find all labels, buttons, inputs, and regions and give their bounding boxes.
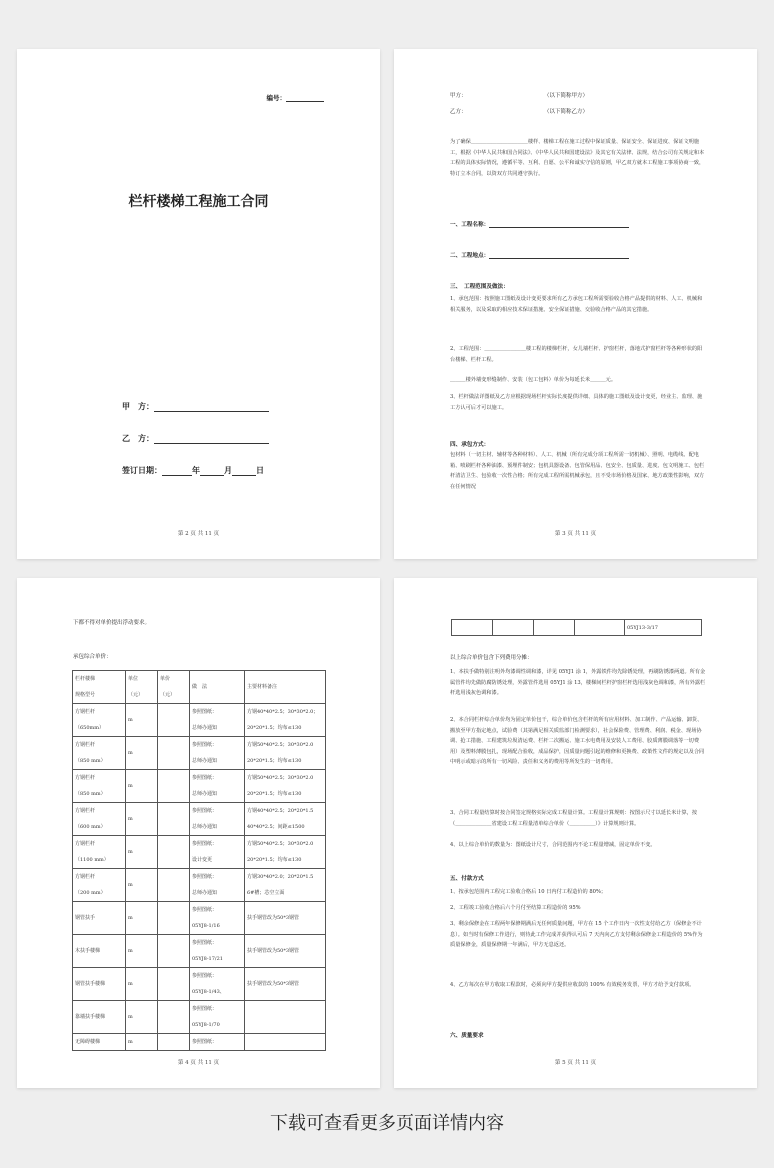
table-cell: 参照图纸： 总师办通知 [190, 869, 245, 902]
scope-p2: 2、工程范围：＿＿＿＿＿＿＿＿楼工程的楼梯栏杆，女儿墙栏杆、护窗栏杆，落地式护窗栏杆等各种形状的阳台楼梯、栏杆工程。 [450, 346, 703, 363]
table-row [73, 803, 326, 836]
table-cell: 方钢40*40*2.5；20*20*1.5 40*40*2.5；间距≤1500 [245, 803, 326, 836]
table-header-cell: 栏杆楼梯 规格型号 [73, 671, 126, 704]
table-cell: 参照图纸： 总师办通知 [190, 737, 245, 770]
table-cell [158, 869, 190, 902]
table-cell [158, 1001, 190, 1034]
table-cell: 参照图纸： 设计变更 [190, 836, 245, 869]
table-cell [158, 902, 190, 935]
price-p4: 4、以上综合单价的数量为：图纸设计尺寸，合同范围内不论工程量增减，固定单价不变。 [450, 842, 656, 848]
table-cell: 方钢50*40*2.5；30*30*2.0 20*20*1.5；均布≤130 [245, 836, 326, 869]
payment-p2: 2、工程竣工验收合格后六个月付至结算工程造价的 95% [450, 905, 581, 911]
table-cell: m [126, 770, 158, 803]
page4-intro: 下都不得对单价提出浮动要求。 [73, 620, 151, 626]
table-cell: m [126, 968, 158, 1001]
table-row [452, 620, 702, 636]
table-cell: 参照图纸： [190, 1034, 245, 1051]
table-cell: 方钢栏杆 （200 mm） [73, 869, 126, 902]
table-cell [245, 1034, 326, 1051]
document-page-4 [17, 578, 380, 1088]
table-cell: 靠墙扶手楼梯 [73, 1001, 126, 1034]
table-cell: 方钢栏杆 （1100 mm） [73, 836, 126, 869]
page-number: 第 4 页 共 11 页 [177, 1060, 220, 1066]
section-scope: 三、 工程范围及做法： [450, 284, 509, 290]
table-cell: 方钢栏杆 （850 mm） [73, 737, 126, 770]
section-payment: 五、付款方式 [450, 876, 484, 882]
table-cell [158, 803, 190, 836]
table-cell: 方钢栏杆 （600 mm） [73, 803, 126, 836]
continued-table [451, 619, 702, 636]
table-cell: 方钢栏杆 （650mm） [73, 704, 126, 737]
party-b-note: （以下简称乙方） [544, 109, 589, 115]
sign-date-line: 签订日期： 年 月 日 [122, 466, 264, 475]
table-cell: 扶手钢管改为50*3钢管 [245, 902, 326, 935]
table-cell: 方钢30*40*2.0；20*20*1.5 6#槽；芯空立面 [245, 869, 326, 902]
table-cell [158, 770, 190, 803]
table-cell: 方钢50*40*2.5；30*30*2.0 20*20*1.5；均布≤130 [245, 770, 326, 803]
table-cell: 扶手钢管改为50*3钢管 [245, 968, 326, 1001]
party-a-row: 甲方： [450, 93, 467, 99]
table-row [73, 1034, 326, 1051]
table-row [73, 902, 326, 935]
table-row [73, 770, 326, 803]
table-cell: m [126, 1001, 158, 1034]
table-cell: 钢管扶手楼梯 [73, 968, 126, 1001]
download-more-caption[interactable]: 下载可查看更多页面详情内容 [270, 1113, 504, 1134]
table-cell: m [126, 836, 158, 869]
contract-number [267, 93, 325, 102]
table-cell: 05YJ13-3/17 [625, 620, 702, 636]
table-row [73, 1001, 326, 1034]
table-row [73, 704, 326, 737]
page-number: 第 3 页 共 11 页 [554, 531, 597, 537]
table-cell: 方钢栏杆 （850 mm） [73, 770, 126, 803]
scope-p3: ＿＿＿楼外墙变形缝制作、安装（包工包料）单价为每延长米＿＿＿元。 [450, 377, 617, 383]
party-b-line [122, 433, 269, 444]
table-header-cell: 单价 （元） [158, 671, 190, 704]
section-project-name: 一、工程名称： [450, 220, 629, 228]
price-p3: 3、合同工程量结算时按合同签定规格实际完成工程量计算。工程量计算规则：按图示尺寸以延长米计算，按（＿＿＿＿＿＿＿省建设工程工程量清单综合单价（＿＿＿＿＿）》计算规则计算。 [450, 810, 698, 827]
table-cell: 方钢50*40*2.5；30*30*2.0 20*20*1.5；均布≤130 [245, 737, 326, 770]
sign-date-label: 签订日期： [122, 466, 162, 475]
unit-price-label: 承包综合单价： [73, 654, 112, 660]
table-header-cell: 做 法 [190, 671, 245, 704]
table-cell: m [126, 704, 158, 737]
table-header-cell: 主要材料备注 [245, 671, 326, 704]
table-cell: 参照图纸： 05YJ8-1/43、 [190, 968, 245, 1001]
number-label: 编号： [266, 94, 286, 102]
page-number: 第 5 页 共 11 页 [554, 1060, 597, 1066]
party-a-note: （以下简称甲方） [544, 93, 589, 99]
contract-title: 栏杆楼梯工程施工合同 [128, 194, 269, 210]
section-contract-mode: 四、承包方式： [450, 442, 490, 448]
price-includes-intro: 以上综合单价包含下列费用分摊： [450, 655, 533, 661]
table-cell: 方钢40*40*2.5；30*30*2.0； 20*20*1.5；均布≤130 [245, 704, 326, 737]
table-cell: 参照图纸： 05YJ8-1/16 [190, 902, 245, 935]
page-number: 第 2 页 共 11 页 [177, 531, 220, 537]
table-cell: 钢管扶手 [73, 902, 126, 935]
party-b-label: 乙 方： [122, 434, 154, 443]
table-row [73, 836, 326, 869]
table-cell: m [126, 803, 158, 836]
table-cell [158, 968, 190, 1001]
table-cell [158, 1034, 190, 1051]
scope-p1: 1、承包范围：按照施工图纸及设计变更要求所有乙方承包工程所需要验收合格产品提供的材料、人工、机械和相关服务，以及采取的相应技术保证措施、安全保证措施、交验收合格产品的其它措施。 [450, 296, 703, 313]
table-row [73, 737, 326, 770]
table-cell: m [126, 1034, 158, 1051]
party-b-row: 乙方： [450, 109, 467, 115]
table-cell: m [126, 737, 158, 770]
contract-mode-p1: 包材料（一切主材、辅材等各种材料）、人工、机械（所有完成分项工程所需一切机械）、照明、电缆线、配电箱、喷刷栏杆各种油漆、预埋件制安；包机具器设备、包管保用品、包安全、包质量、进度、包文明施工、包栏杆清洁卫生、包验收一次性合格；所有完成工程所需机械承包，且不受市场价格及国家、地方政策性影响，双方在任何情况 [450, 452, 705, 490]
table-cell: 参照图纸： 05YJ8-1/70 [190, 1001, 245, 1034]
unit-price-table [72, 670, 326, 1051]
table-row [73, 968, 326, 1001]
payment-p1: 1、按承包范围内工程完工验收合格后 10 日内付工程造价的 80%； [450, 889, 607, 895]
table-cell [245, 1001, 326, 1034]
table-cell: 参照图纸： 总师办通知 [190, 803, 245, 836]
document-page-cover [17, 49, 380, 559]
price-p2: 2、本合同栏杆综合单价均为固定单价包干，综合单价包含栏杆的所有应用材料、加工制作、产品运输、卸货、搬放至甲方指定地点，试验费（其第满足相关质监部门检测要求），社会保险费、管理费、利润、税金、现场协调、抢工措施、工程建筑垃圾清运费、栏杆二次搬运、施工水电费用及安装人工费用、胶质薄膜调落等一切费用）及塑料薄膜包扎，现场配合验收，成品保护，因质量问题引起的维修和更换费、政策性文件的规定以及合同中明示或暗示的所有一切风险、责任和义务的费用等所发生的一切费用。 [450, 717, 705, 765]
table-cell: 参照图纸： 05YJ8-17/21 [190, 935, 245, 968]
table-cell: m [126, 935, 158, 968]
intro-paragraph: 为了确保＿＿＿＿＿＿＿＿＿＿＿楼样、楼梯工程在施工过程中保证质量、保证安全、保证进度、保证文明施工，根据《中华人民共和国合同法》、《中华人民共和国建设法》及其它有关法律、法规，结合公司有关规定和本工程的具体实际情况，遵循平等、互利、自愿、公平和诚实守信的原则，甲乙双方就本工程施工事项协商一致，特订立本合同，以资双方共同遵守执行。 [450, 139, 705, 177]
price-p1: 1、本扶手做特别注明外均漆调性调和漆，详见 05YJ1 涂 1，外露铁件均先除锈处理，再刷防锈漆两道。所有金属管件均先做防腐防锈处理，外露管件选用 05YJ1 涂 13，楼梯间栏杆护窗栏杆选用浅灰色调和漆，所有外露栏杆选用浅灰色调和漆。 [450, 669, 706, 696]
party-a-line [122, 401, 269, 412]
table-cell [158, 737, 190, 770]
section-quality: 六、质量要求 [450, 1033, 484, 1039]
table-row [73, 935, 326, 968]
payment-p3: 3、剩余保修金在工程两年保修期满后无任何质量问题，甲方在 15 个工作日内一次性支付给乙方（保修金不计息）。如当时有保修工作进行，则待此工作完成并获得认可后 7 天内向乙方支付剩余保修金工程造价的 5%作为质量保修金，质量保修期一年满后，甲方无息返还。 [450, 921, 703, 948]
document-page-3 [394, 49, 757, 559]
table-cell: 参照图纸： 总师办通知 [190, 704, 245, 737]
table-cell [158, 836, 190, 869]
table-cell: 木扶手楼梯 [73, 935, 126, 968]
table-cell: 扶手钢管改为50*3钢管 [245, 935, 326, 968]
table-cell: m [126, 902, 158, 935]
party-a-label: 甲 方： [122, 402, 154, 411]
section-project-location: 二、工程地点： [450, 251, 629, 259]
table-cell: m [126, 869, 158, 902]
table-header-cell: 单位 （元） [126, 671, 158, 704]
table-cell [158, 704, 190, 737]
scope-p4: 3、栏杆做法详图纸及乙方应根据现场栏杆实际长度提供详细、具体的施工图纸及设计变更，经业主、监理、施工方认可后才可以施工。 [450, 394, 703, 411]
table-row [73, 869, 326, 902]
document-page-5 [394, 578, 757, 1088]
number-blank [286, 101, 324, 102]
table-header-row [73, 671, 326, 704]
table-cell: 无障碍楼梯 [73, 1034, 126, 1051]
table-cell [158, 935, 190, 968]
table-cell: 参照图纸： 总师办通知 [190, 770, 245, 803]
payment-p4: 4、乙方每次在甲方收取工程款时，必须向甲方提供应收款的 100% 有效税务发票，甲方才给予支付款项。 [450, 982, 695, 988]
